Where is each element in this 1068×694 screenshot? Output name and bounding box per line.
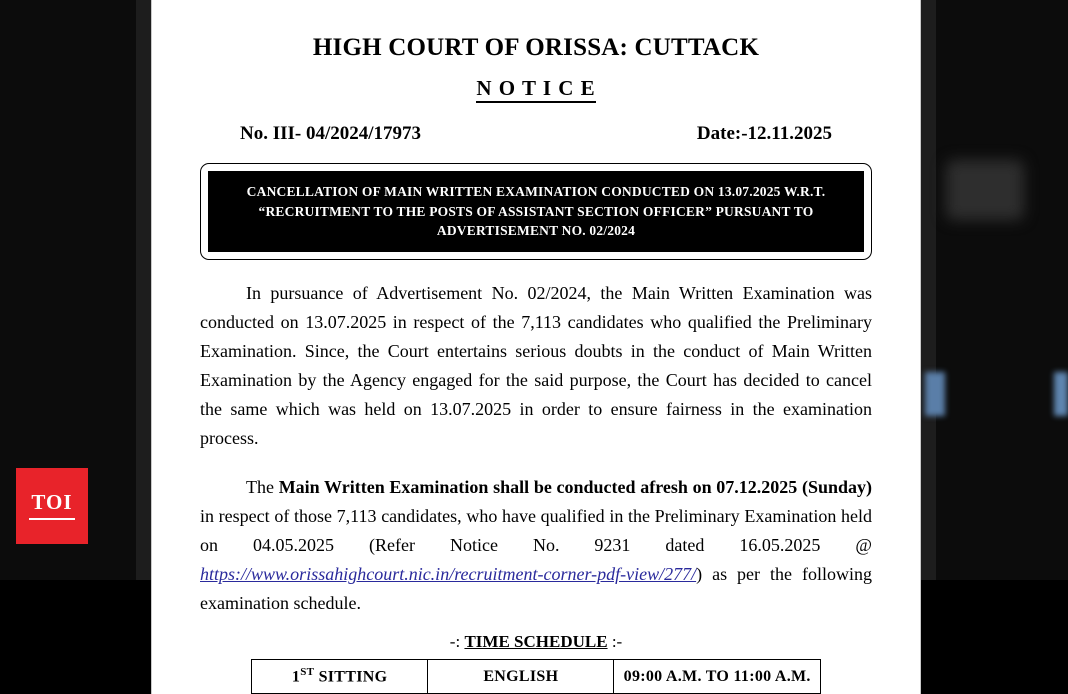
table-cell-sitting <box>252 660 428 693</box>
notice-date: Date:-12.11.2025 <box>696 123 832 144</box>
background-blur-shape-right <box>1054 372 1068 416</box>
schedule-heading-text: TIME SCHEDULE <box>464 632 608 652</box>
sitting-ordinal: 1 <box>291 668 301 686</box>
notice-number: No. III- 04/2024/17973 <box>240 123 422 144</box>
notice-pdf-link[interactable]: https://www.orissahighcourt.nic.in/recruitment-corner-pdf-view/277/ <box>200 564 697 585</box>
background-blur-shape-left <box>925 372 945 416</box>
table-cell-subject: ENGLISH <box>428 660 614 693</box>
toi-logo-rule <box>29 518 75 520</box>
paragraph-two-mid: in respect of those 7,113 candidates, who have qualified in the Preliminary Examination held on 04.05.2025 (Refer Notice No. 9231 dated 16.05.2025 @ <box>200 505 872 555</box>
table-cell-time: 09:00 A.M. TO 11:00 A.M. <box>614 660 821 693</box>
page-title: HIGH COURT OF ORISSA: CUTTACK <box>312 34 760 61</box>
sitting-ordinal-suffix: ST <box>300 666 315 679</box>
notice-label <box>196 76 876 101</box>
schedule-heading-suffix: :- <box>607 632 623 652</box>
paragraph-one <box>200 279 872 454</box>
subject-banner-text: CANCELLATION OF MAIN WRITTEN EXAMINATION CONDUCTED ON 13.07.2025 W.R.T. “RECRUITMENT TO THE POSTS OF ASSISTANT SECTION OFFICER” PURSUANT TO ADVERTISEMENT NO. 02/2024 <box>208 171 864 252</box>
toi-watermark-logo <box>16 468 88 544</box>
paragraph-two-lead: The <box>246 476 279 497</box>
paragraph-two <box>200 473 872 619</box>
notice-label-text: N O T I C E <box>476 76 595 103</box>
table-row <box>252 660 821 693</box>
time-schedule-body <box>252 660 821 693</box>
time-schedule-table <box>251 659 821 693</box>
schedule-heading-prefix: -: <box>449 632 465 652</box>
notice-page <box>152 0 920 694</box>
subject-banner <box>200 163 872 260</box>
toi-logo-text: TOI <box>31 490 73 514</box>
schedule-heading <box>196 632 876 652</box>
sitting-label: SITTING <box>314 668 388 686</box>
paragraph-two-tail: ) as per the following examination schedule. <box>200 564 872 614</box>
right-gutter <box>936 0 1068 580</box>
background-blur-shape <box>946 160 1024 220</box>
paragraph-one-text: In pursuance of Advertisement No. 02/2024, the Main Written Examination was conducted on 13.07.2025 in respect of the 7,113 candidates who qualified the Preliminary Examination. Since, the Court entertains serious doubts in the conduct of Main Written Examination by the Agency engaged for the said purpose, the Court has decided to cancel the same which was held on 13.07.2025 in order to ensure fairness in the examination process. <box>200 282 872 449</box>
reference-row <box>240 123 832 145</box>
paragraph-two-bold: Main Written Examination shall be conducted afresh on 07.12.2025 (Sunday) <box>278 476 873 497</box>
